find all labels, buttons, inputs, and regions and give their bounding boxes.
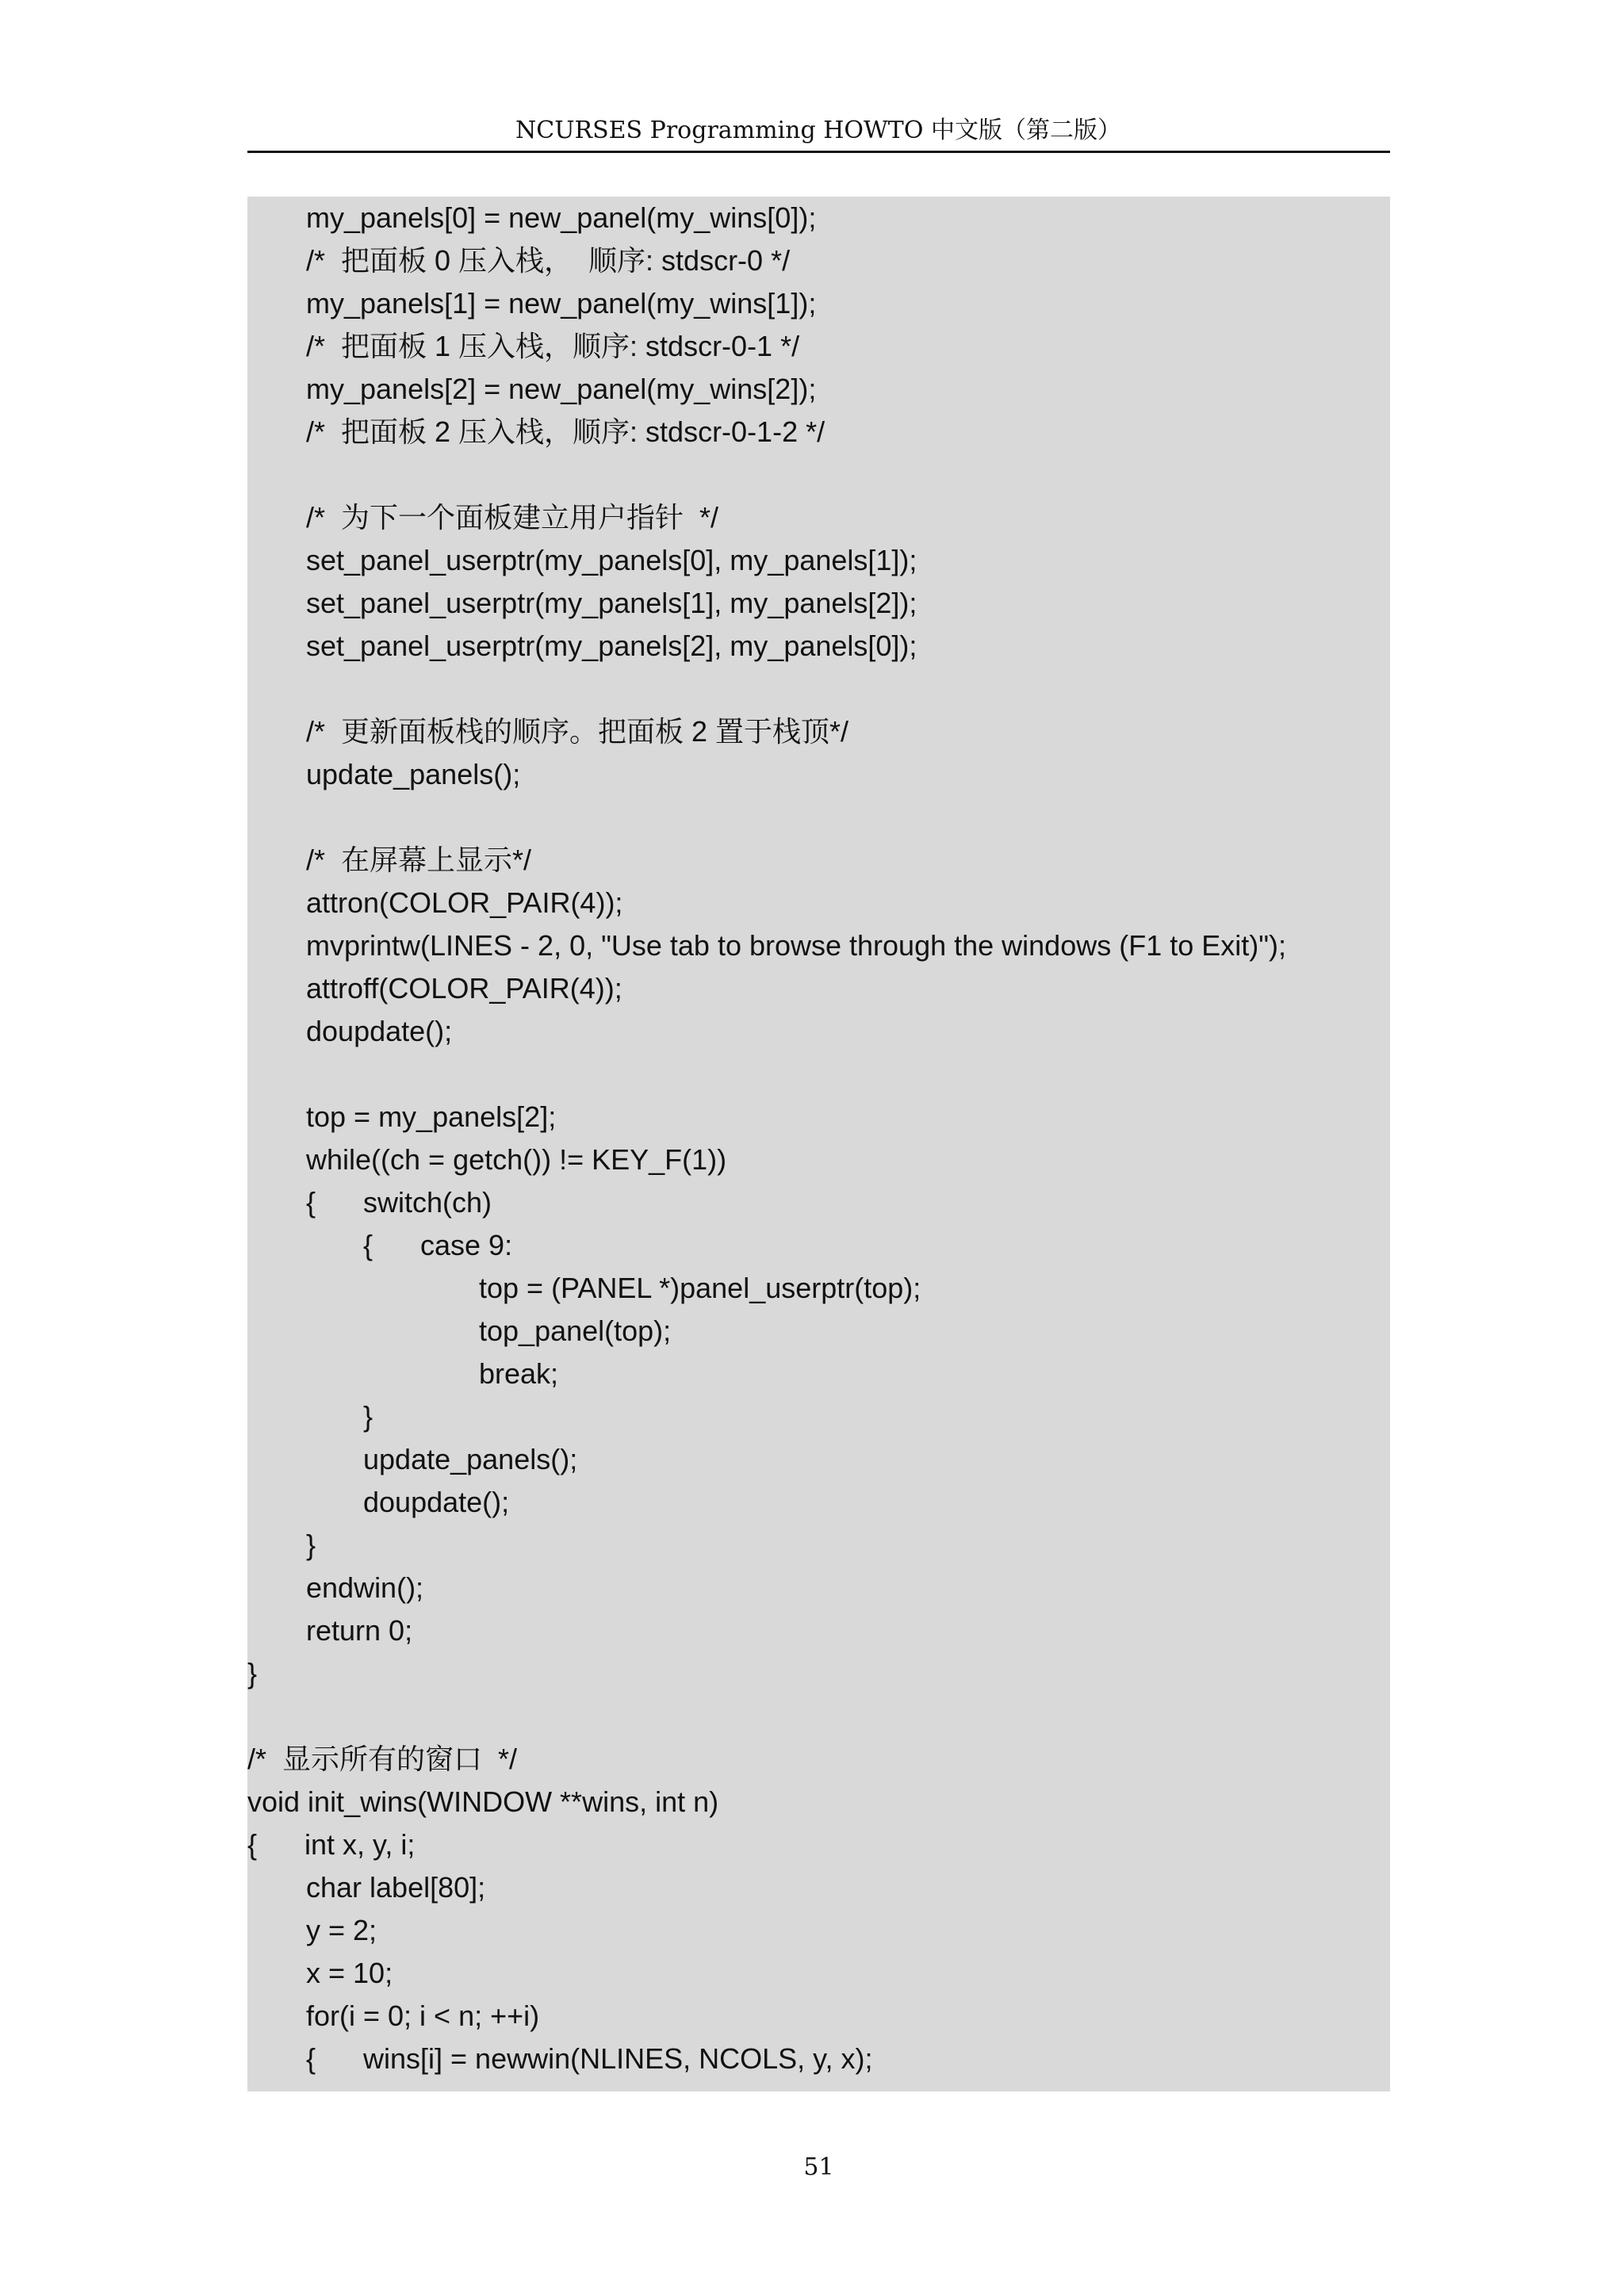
code-text: for(i = 0; i < n; ++i) bbox=[306, 1999, 540, 2032]
code-line bbox=[247, 1138, 1390, 1181]
code-text: int x, y, i; bbox=[304, 1828, 416, 1861]
code-text: } bbox=[306, 1529, 316, 1561]
code-text: top_panel(top); bbox=[479, 1314, 672, 1347]
code-text: endwin(); bbox=[306, 1571, 424, 1604]
code-block bbox=[247, 197, 1390, 2091]
code-text: doupdate(); bbox=[306, 1015, 453, 1047]
code-text: y = 2; bbox=[306, 1914, 377, 1946]
code-text: my_panels[0] = new_panel(my_wins[0]); bbox=[306, 201, 817, 234]
code-text: switch(ch) bbox=[363, 1186, 492, 1219]
code-line bbox=[247, 1353, 1390, 1395]
code-text: return 0; bbox=[306, 1614, 413, 1647]
code-text: my_panels[1] = new_panel(my_wins[1]); bbox=[306, 287, 817, 320]
code-text: set_panel_userptr(my_panels[2], my_panels[0]); bbox=[306, 629, 917, 662]
code-line bbox=[247, 539, 1390, 582]
code-line bbox=[247, 1524, 1390, 1567]
code-text: case 9: bbox=[420, 1229, 513, 1261]
code-text: /* 把面板 1 压入栈，顺序: stdscr-0-1 */ bbox=[306, 330, 800, 362]
code-line bbox=[247, 967, 1390, 1010]
code-text: /* 在屏幕上显示*/ bbox=[306, 844, 532, 876]
code-line bbox=[247, 1952, 1390, 1995]
code-line bbox=[247, 1267, 1390, 1310]
code-text: update_panels(); bbox=[306, 758, 521, 790]
code-line bbox=[247, 796, 1390, 839]
code-text: my_panels[2] = new_panel(my_wins[2]); bbox=[306, 373, 817, 405]
code-text: break; bbox=[479, 1357, 559, 1390]
code-text: /* 更新面板栈的顺序。把面板 2 置于栈顶*/ bbox=[306, 715, 849, 748]
code-text: void init_wins(WINDOW **wins, int n) bbox=[247, 1785, 719, 1818]
code-brace: { bbox=[247, 1828, 258, 1861]
code-line bbox=[247, 1695, 1390, 1738]
code-line bbox=[247, 239, 1390, 282]
code-line bbox=[247, 1823, 1390, 1866]
code-text: top = (PANEL *)panel_userptr(top); bbox=[479, 1272, 921, 1304]
code-text: attron(COLOR_PAIR(4)); bbox=[306, 886, 623, 919]
code-line bbox=[247, 1481, 1390, 1524]
code-line bbox=[247, 282, 1390, 325]
code-text: set_panel_userptr(my_panels[0], my_panels[1]); bbox=[306, 544, 917, 576]
code-line bbox=[247, 710, 1390, 753]
code-text: char label[80]; bbox=[306, 1871, 486, 1904]
code-line bbox=[247, 625, 1390, 668]
code-line bbox=[247, 1652, 1390, 1695]
code-line bbox=[247, 582, 1390, 625]
code-line bbox=[247, 1866, 1390, 1909]
code-text: set_panel_userptr(my_panels[1], my_panels[2]); bbox=[306, 587, 917, 619]
code-line bbox=[247, 1395, 1390, 1438]
code-line bbox=[247, 668, 1390, 710]
code-text: mvprintw(LINES - 2, 0, "Use tab to browse through the windows (F1 to Exit)"); bbox=[306, 929, 1287, 962]
code-text: /* 把面板 0 压入栈， 顺序: stdscr-0 */ bbox=[306, 244, 791, 277]
code-line bbox=[247, 1224, 1390, 1267]
code-line bbox=[247, 1438, 1390, 1481]
code-text: /* 为下一个面板建立用户指针 */ bbox=[306, 501, 719, 534]
code-text: wins[i] = newwin(NLINES, NCOLS, y, x); bbox=[363, 2042, 873, 2075]
code-line bbox=[247, 411, 1390, 453]
code-line bbox=[247, 453, 1390, 496]
code-line bbox=[247, 1609, 1390, 1652]
page-header: NCURSES Programming HOWTO 中文版（第二版） bbox=[515, 117, 1121, 144]
code-text: /* 把面板 2 压入栈，顺序: stdscr-0-1-2 */ bbox=[306, 415, 825, 448]
code-line bbox=[247, 1053, 1390, 1096]
code-line bbox=[247, 1181, 1390, 1224]
code-line bbox=[247, 368, 1390, 411]
code-text: top = my_panels[2]; bbox=[306, 1100, 557, 1133]
code-line bbox=[247, 325, 1390, 368]
code-text: x = 10; bbox=[306, 1957, 393, 1989]
code-line bbox=[247, 1995, 1390, 2038]
page-number: 51 bbox=[803, 2153, 834, 2181]
code-text: while((ch = getch()) != KEY_F(1)) bbox=[306, 1143, 727, 1176]
code-text: } bbox=[363, 1400, 373, 1433]
code-line bbox=[247, 1310, 1390, 1353]
code-line bbox=[247, 753, 1390, 796]
code-line bbox=[247, 1738, 1390, 1781]
code-text: update_panels(); bbox=[363, 1443, 578, 1475]
code-line bbox=[247, 839, 1390, 882]
code-text: doupdate(); bbox=[363, 1486, 510, 1518]
code-brace: { bbox=[306, 2042, 316, 2075]
code-line bbox=[247, 1567, 1390, 1609]
code-line bbox=[247, 882, 1390, 924]
code-line bbox=[247, 496, 1390, 539]
code-line bbox=[247, 197, 1390, 239]
code-line bbox=[247, 924, 1390, 967]
code-line bbox=[247, 1781, 1390, 1823]
code-text: attroff(COLOR_PAIR(4)); bbox=[306, 972, 622, 1004]
code-brace: { bbox=[363, 1229, 373, 1261]
code-lines bbox=[247, 197, 1390, 2080]
code-text: } bbox=[247, 1657, 258, 1689]
code-line bbox=[247, 1010, 1390, 1053]
header-divider bbox=[247, 151, 1390, 153]
code-line bbox=[247, 1909, 1390, 1952]
code-brace: { bbox=[306, 1186, 316, 1219]
code-line bbox=[247, 2038, 1390, 2080]
code-text: /* 显示所有的窗口 */ bbox=[247, 1743, 518, 1775]
code-line bbox=[247, 1096, 1390, 1138]
